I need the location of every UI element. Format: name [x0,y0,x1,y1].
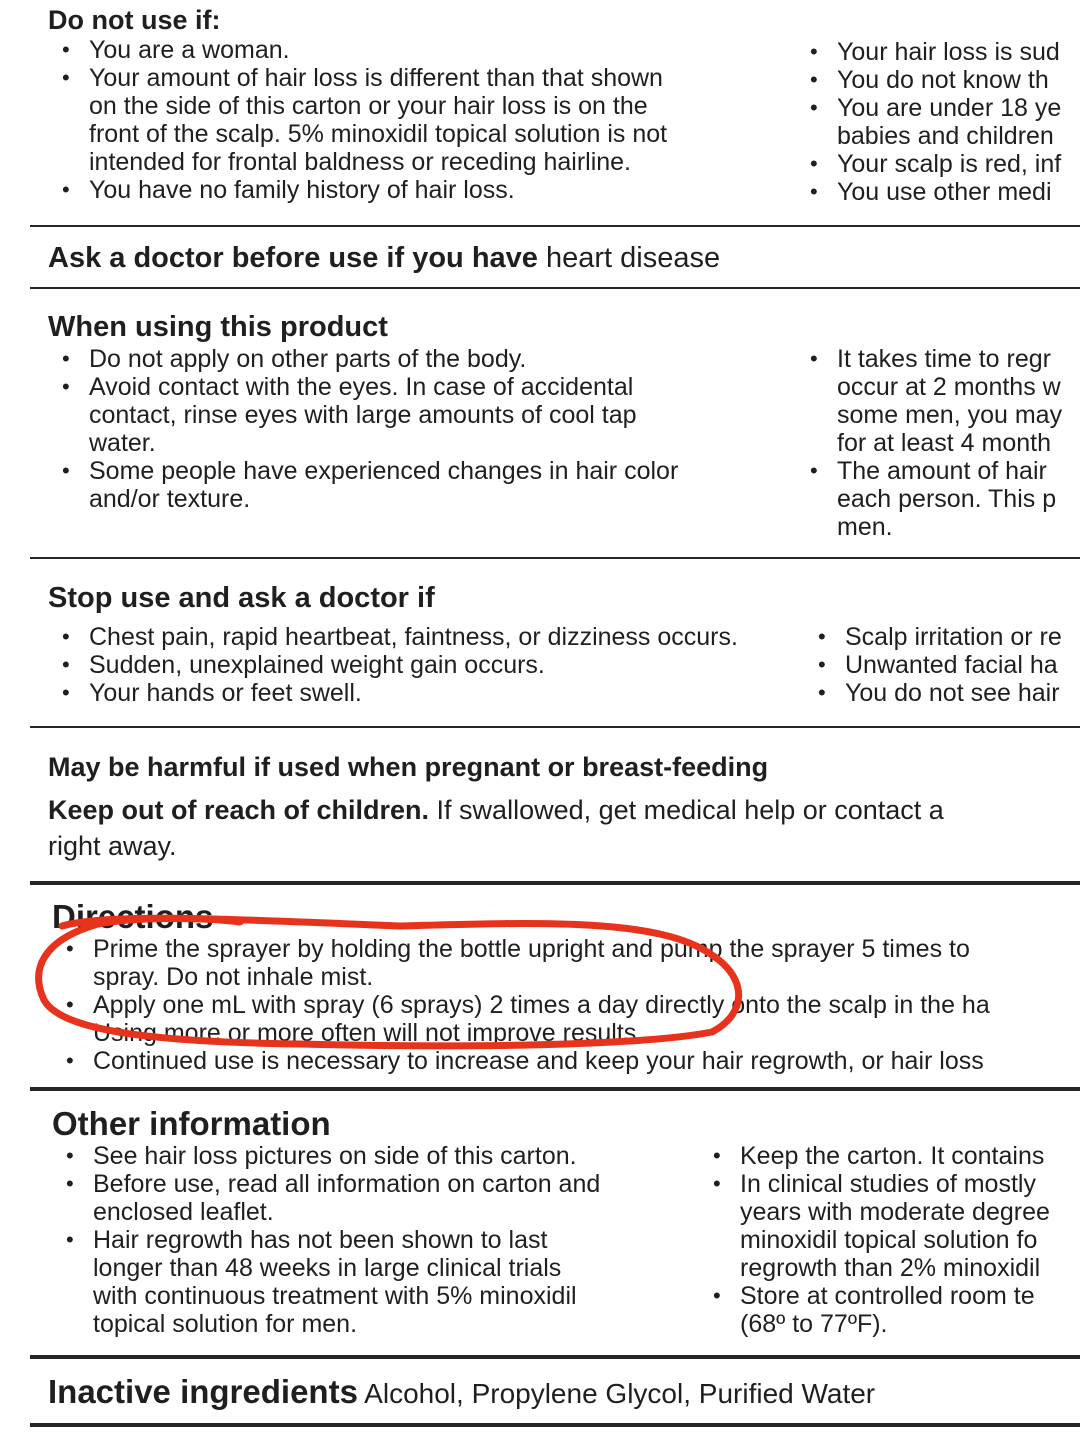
list-item-line: babies and children [837,122,1054,150]
bullet-marker: • [62,346,70,371]
bullet-marker: • [62,374,70,399]
keep-out-bold: Keep out of reach of children. [48,795,430,825]
list-item-line: Before use, read all information on carton and [93,1170,601,1198]
list-item-line: Prime the sprayer by holding the bottle upright and pump the sprayer 5 times to [93,935,970,963]
keep-out-text: If swallowed, get medical help or contact a [429,795,944,825]
list-item-line: intended for frontal baldness or receding hairline. [89,148,632,176]
list-item-line: each person. This p [837,485,1057,513]
bullet-marker: • [62,652,70,677]
bullet-marker: • [62,680,70,705]
list-item-line: topical solution for men. [93,1310,358,1338]
list-item-line: Using more or more often will not improve results. [93,1019,644,1047]
list-item-line: You do not see hair [845,679,1060,707]
list-item-line: The amount of hair [837,457,1047,485]
list-item-line: Avoid contact with the eyes. In case of accidental [89,373,634,401]
list-item-line: Your amount of hair loss is different than that shown [89,64,663,92]
list-item-line: longer than 48 weeks in large clinical trials [93,1254,562,1282]
list-item-line: Unwanted facial ha [845,651,1058,679]
list-item-line: You have no family history of hair loss. [89,176,515,204]
bullet-marker: • [810,151,818,176]
list-item-line: You use other medi [837,178,1052,206]
ask-doctor-bold: Ask a doctor before use if you have [48,242,538,274]
list-item-line: Keep the carton. It contains [740,1142,1045,1170]
directions-heading: Directions [52,898,214,935]
list-item-line: (68º to 77ºF). [740,1310,888,1338]
bullet-marker: • [818,680,826,705]
bullet-marker: • [810,179,818,204]
list-item-line: minoxidil topical solution fo [740,1226,1038,1254]
list-item-line: Chest pain, rapid heartbeat, faintness, or dizziness occurs. [89,623,738,651]
list-item-line: Your hair loss is sud [837,38,1060,66]
section-divider-thick [30,881,1080,885]
section-divider-thick [30,1087,1080,1091]
section-divider [30,287,1080,289]
bullet-marker: • [713,1143,721,1168]
bullet-marker: • [713,1171,721,1196]
list-item-line: Store at controlled room te [740,1282,1035,1310]
list-item-line: It takes time to regr [837,345,1051,373]
list-item-line: In clinical studies of mostly [740,1170,1036,1198]
list-item-line: Your hands or feet swell. [89,679,362,707]
bullet-marker: • [62,177,70,202]
bullet-marker: • [62,65,70,90]
list-item-line: for at least 4 month [837,429,1052,457]
section-divider-thick [30,1423,1080,1427]
list-item-line: regrowth than 2% minoxidil [740,1254,1041,1282]
other-info-heading: Other information [52,1105,331,1142]
list-item-line: and/or texture. [89,485,251,513]
bullet-marker: • [810,458,818,483]
ask-doctor-line [48,240,720,276]
list-item-line: Sudden, unexplained weight gain occurs. [89,651,545,679]
list-item-line: spray. Do not inhale mist. [93,963,374,991]
bullet-marker: • [713,1283,721,1308]
bullet-marker: • [810,346,818,371]
section-divider-thick [30,1355,1080,1359]
list-item-line: Some people have experienced changes in hair color [89,457,679,485]
section-divider [30,225,1080,227]
list-item-line: Do not apply on other parts of the body. [89,345,527,373]
list-item-line: on the side of this carton or your hair loss is on the [89,92,648,120]
bullet-marker: • [810,67,818,92]
section-divider [30,557,1080,559]
bullet-marker: • [66,1048,74,1073]
list-item-line: front of the scalp. 5% minoxidil topical solution is not [89,120,668,148]
list-item-line: Continued use is necessary to increase and keep your hair regrowth, or hair loss [93,1047,984,1075]
keep-out-line [48,794,944,826]
stop-use-heading: Stop use and ask a doctor if [48,582,435,614]
list-item-line: occur at 2 months w [837,373,1061,401]
list-item-line: some men, you may [837,401,1063,429]
list-item-line: Hair regrowth has not been shown to last [93,1226,548,1254]
do-not-use-section [0,0,1080,230]
bullet-marker: • [62,624,70,649]
list-item-line: Apply one mL with spray (6 sprays) 2 times a day directly onto the scalp in the ha [93,991,990,1019]
list-item-line: Your scalp is red, inf [837,150,1062,178]
when-using-heading: When using this product [48,311,388,343]
list-item-line: You do not know th [837,66,1049,94]
do-not-use-heading: Do not use if: [48,5,221,35]
bullet-marker: • [62,37,70,62]
section-divider [30,726,1080,728]
bullet-marker: • [62,458,70,483]
inactive-ingredients-label: Inactive ingredients [48,1373,358,1410]
list-item-line: enclosed leaflet. [93,1198,274,1226]
list-item-line: with continuous treatment with 5% minoxidil [93,1282,577,1310]
list-item-line: You are a woman. [89,36,290,64]
bullet-marker: • [66,936,74,961]
bullet-marker: • [818,652,826,677]
list-item-line: You are under 18 ye [837,94,1062,122]
pregnant-heading: May be harmful if used when pregnant or breast-feeding [48,752,769,782]
inactive-ingredients-line [48,1372,875,1414]
inactive-ingredients-text: Alcohol, Propylene Glycol, Purified Water [357,1378,876,1409]
list-item-line: years with moderate degree [740,1198,1050,1226]
list-item-line: See hair loss pictures on side of this carton. [93,1142,577,1170]
list-item-line: Scalp irritation or re [845,623,1062,651]
list-item-line: water. [89,429,156,457]
bullet-marker: • [66,1227,74,1252]
list-item-line: contact, rinse eyes with large amounts of cool tap [89,401,637,429]
keep-out-line-2: right away. [48,831,177,861]
bullet-marker: • [818,624,826,649]
ask-doctor-text: heart disease [537,242,721,274]
bullet-marker: • [810,95,818,120]
bullet-marker: • [66,1143,74,1168]
bullet-marker: • [66,992,74,1017]
list-item-line: men. [837,513,893,541]
bullet-marker: • [810,39,818,64]
bullet-marker: • [66,1171,74,1196]
